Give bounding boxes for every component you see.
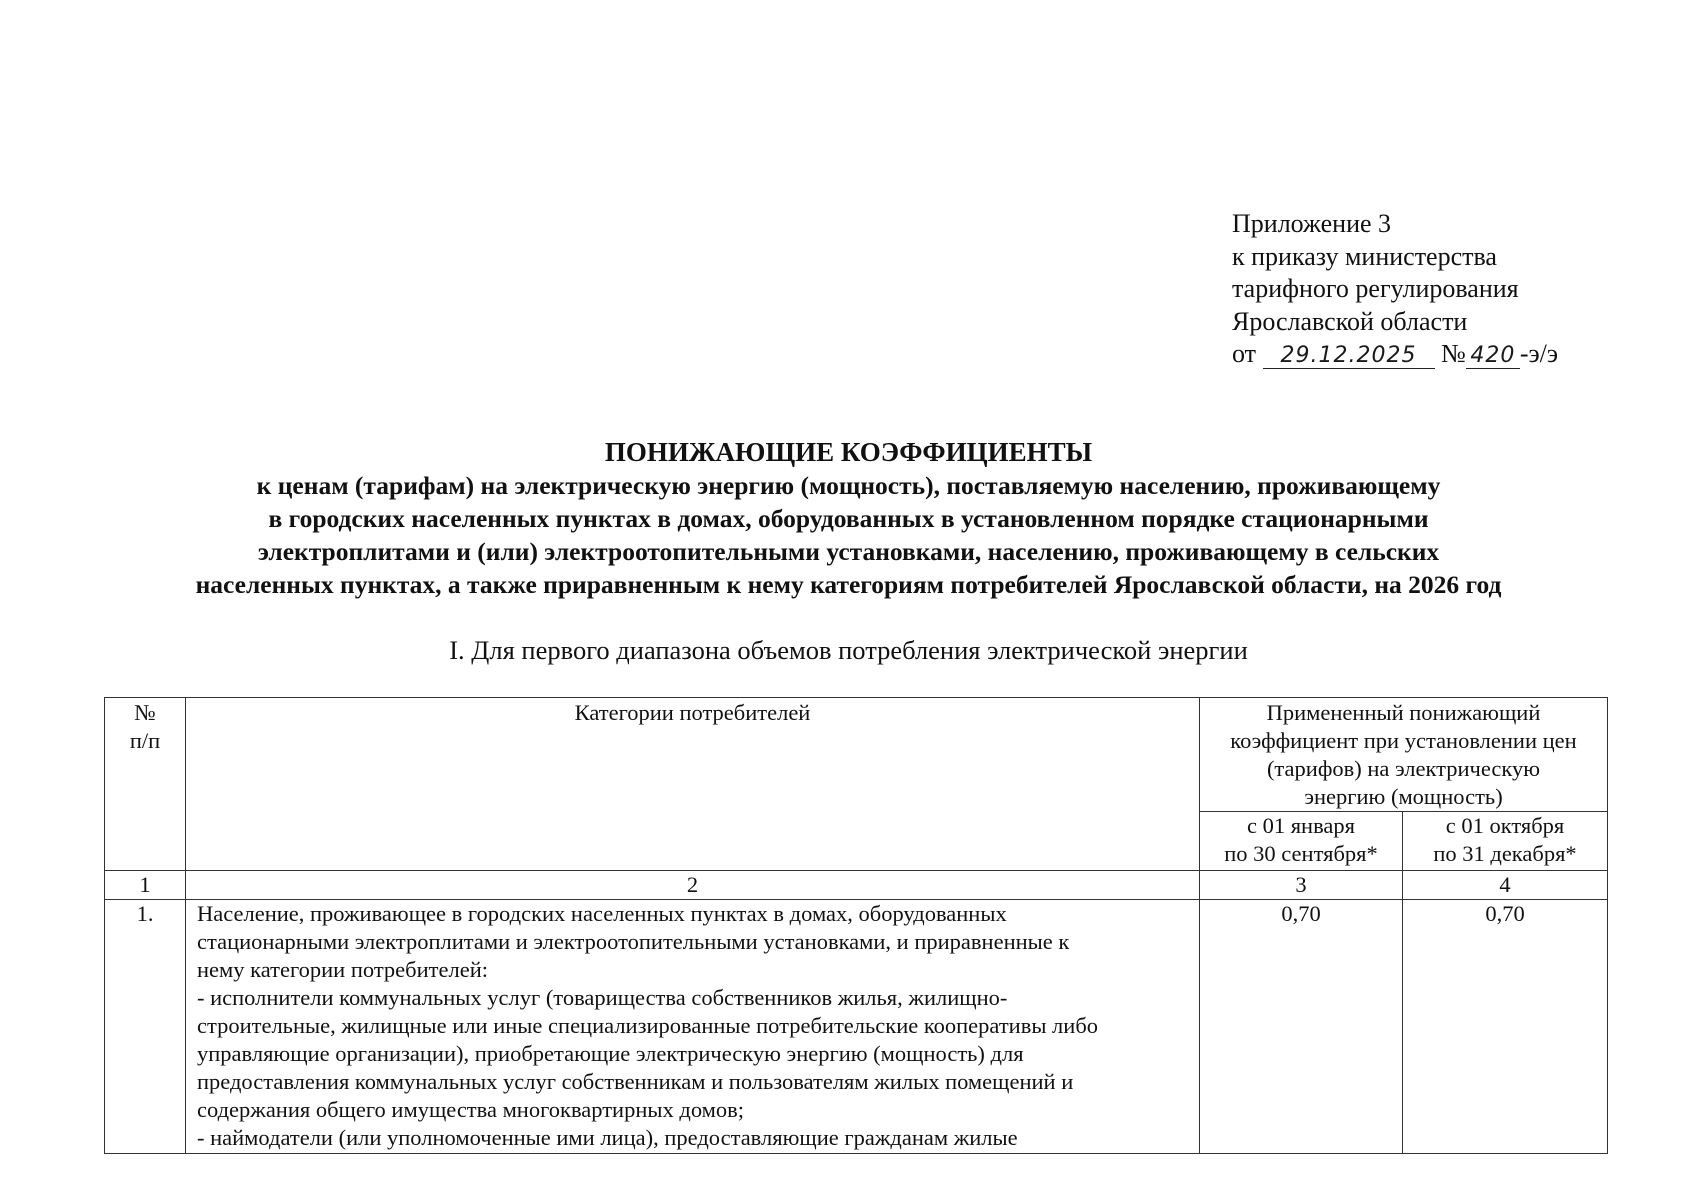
table-header-row xyxy=(105,698,1608,812)
title-main: ПОНИЖАЮЩИЕ КОЭФФИЦИЕНТЫ xyxy=(604,437,1093,467)
section-title: I. Для первого диапазона объемов потребления электрической энергии xyxy=(449,635,1248,665)
row-category xyxy=(186,900,1200,1154)
header-coefficient-group xyxy=(1200,698,1608,812)
handwritten-number: 420 xyxy=(1466,344,1520,369)
appendix-order-line xyxy=(1232,338,1558,371)
header-period-1 xyxy=(1200,812,1403,871)
title-line-1: к ценам (тарифам) на электрическую энергию (мощность), поставляемую населению, проживающему xyxy=(256,471,1441,500)
table-column-numbers-row xyxy=(105,871,1608,900)
number-sign: № xyxy=(1441,339,1466,368)
document-title xyxy=(70,436,1627,601)
column-number-3: 3 xyxy=(1200,871,1403,900)
title-line-4: населенных пунктах, а также приравненным к нему категориям потребителей Ярославской области, на 2026 год xyxy=(195,570,1502,599)
row-coefficient-2: 0,70 xyxy=(1403,900,1608,1154)
header-period-2-text: с 01 октября по 31 декабря* xyxy=(1433,813,1577,866)
header-category xyxy=(186,698,1200,871)
column-number-4: 4 xyxy=(1403,871,1608,900)
column-number-2: 2 xyxy=(186,871,1200,900)
row-category-text: Население, проживающее в городских населенных пунктах в домах, оборудованных стационарными электроплитами и электроотопительными установками, и приравненные к нему категории потребителей: - исполнители коммунальных услуг (товарищества собственников жилья, жилищно- строительные, жилищные или иные специализированные потребительские кооперативы либо управляющие организации), приобретающие электрическую энергию (мощность) для предоставления коммунальных услуг собственникам и пользователям жилых помещений и содержания общего имущества многоквартирных домов; - наймодатели (или уполномоченные ими лица), предоставляющие гражданам жилые xyxy=(197,901,1099,1150)
coefficients-table xyxy=(104,697,1608,1154)
row-coefficient-1: 0,70 xyxy=(1200,900,1403,1154)
header-period-2 xyxy=(1403,812,1608,871)
header-period-1-text: с 01 января по 30 сентября* xyxy=(1224,813,1378,866)
handwritten-date: 29.12.2025 xyxy=(1263,344,1435,369)
title-line-3: электроплитами и (или) электроотопительными установками, населению, проживающему в сельских xyxy=(257,537,1440,566)
number-suffix: -э/э xyxy=(1519,339,1559,368)
header-category-text: Категории потребителей xyxy=(574,700,811,725)
appendix-line-3: тарифного регулирования xyxy=(1232,274,1519,303)
appendix-block xyxy=(1232,208,1558,371)
column-number-1: 1 xyxy=(105,871,186,900)
table-row xyxy=(105,900,1608,1154)
header-no-text: № п/п xyxy=(129,700,161,753)
from-prefix: от xyxy=(1232,339,1257,368)
row-number: 1. xyxy=(105,900,186,1154)
appendix-line-2: к приказу министерства xyxy=(1232,241,1497,271)
header-no xyxy=(105,698,186,871)
title-line-2: в городских населенных пунктах в домах, оборудованных в установленном порядке стационарными xyxy=(268,504,1429,533)
appendix-line-1: Приложение 3 xyxy=(1232,209,1392,238)
header-coefficient-group-text: Примененный понижающий коэффициент при установлении цен (тарифов) на электрическую энергию (мощность) xyxy=(1230,700,1577,809)
appendix-line-4: Ярославской области xyxy=(1232,306,1468,336)
